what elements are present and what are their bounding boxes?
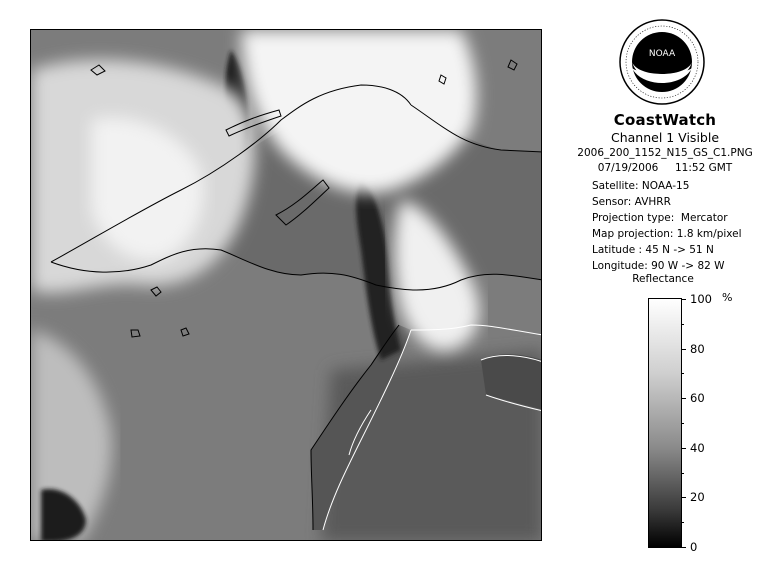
legend-unit: % [722, 291, 733, 304]
legend-tick-label: 80 [690, 341, 705, 356]
legend-minor-tick [681, 522, 684, 523]
legend-minor-tick [681, 473, 684, 474]
channel-subtitle: Channel 1 Visible [610, 130, 720, 145]
noaa-logo [618, 18, 706, 106]
legend-tick [681, 547, 686, 548]
satellite-label: Satellite: NOAA-15 [592, 180, 690, 192]
legend-tick [681, 349, 686, 350]
legend-tick-label: 40 [690, 440, 705, 455]
legend-tick [681, 299, 686, 300]
legend-tick [681, 448, 686, 449]
legend-tick [681, 497, 686, 498]
svg-text:NOAA: NOAA [648, 49, 676, 59]
legend-minor-tick [681, 423, 684, 424]
date-time: 07/19/2006 11:52 GMT [597, 162, 733, 174]
satellite-map [31, 30, 542, 541]
longitude-label: Longitude: 90 W -> 82 W [592, 260, 725, 272]
map-projection-label: Map projection: 1.8 km/pixel [592, 228, 742, 240]
legend-minor-tick [681, 324, 684, 325]
sensor-label: Sensor: AVHRR [592, 196, 671, 208]
legend-tick-label: 60 [690, 391, 705, 406]
reflectance-colorbar [648, 298, 682, 548]
legend-title: Reflectance [632, 273, 694, 285]
noaa-logo-icon [618, 18, 706, 106]
projection-type-label: Projection type: Mercator [592, 212, 728, 224]
legend-tick-label: 0 [690, 540, 698, 554]
latitude-label: Latitude : 45 N -> 51 N [592, 244, 714, 256]
legend-tick-label: 20 [690, 490, 705, 505]
legend-tick-label: 100 [690, 292, 712, 306]
product-title: CoastWatch [613, 111, 717, 129]
legend-minor-tick [681, 373, 684, 374]
legend-tick [681, 398, 686, 399]
satellite-image-panel [30, 29, 542, 541]
file-name: 2006_200_1152_N15_GS_C1.PNG [577, 147, 753, 159]
